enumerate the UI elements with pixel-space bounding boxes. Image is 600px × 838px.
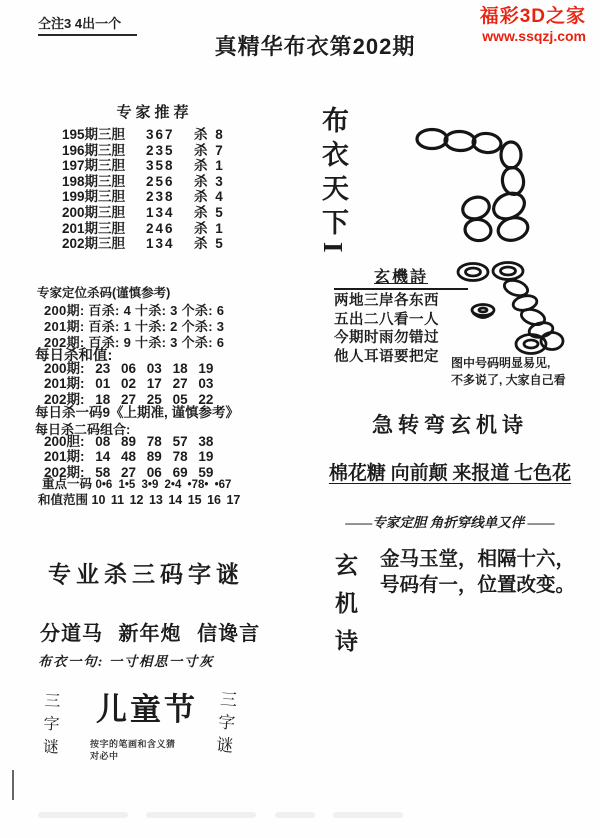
daily-kill-two-title: 每日杀二码组合: (35, 422, 131, 437)
oval-zigzag-doodle-icon (453, 259, 565, 355)
dan-cell: 246 (146, 220, 175, 236)
period-cell: 198期三胆 (62, 173, 126, 189)
scan-edge-mark (12, 770, 14, 800)
daily-kill-two-rows (44, 434, 213, 480)
list-item: 200胆: 08 89 78 57 38 (44, 434, 214, 449)
key-one-label: 重点一码 (42, 477, 93, 491)
period-cell: 196期三胆 (62, 142, 126, 158)
three-char-riddle-answer: 儿童节 (96, 692, 198, 727)
poem-line: 五出二八看一人 (334, 311, 439, 328)
kill-cell: 杀 1 (194, 158, 223, 174)
kill-cell: 杀 3 (194, 173, 223, 189)
kill-three-riddle-title: 专业杀三码字谜 (48, 562, 244, 587)
position-kill-title: 专家定位杀码(谨慎参考) (37, 286, 171, 300)
poem-line: 今期时雨勿错过 (334, 330, 439, 346)
sharp-turn-riddle: 棉花糖 向前颠 来报道 七色花 (328, 463, 572, 484)
xuanjishi-lines (380, 547, 575, 599)
poem-line: 他人耳语要把定 (334, 348, 439, 365)
corner-note: 仝注3 4出一个 (38, 13, 137, 36)
doodle-note (451, 355, 566, 388)
note-line: 对必中 (90, 751, 119, 761)
table-row (62, 127, 247, 143)
period-cell: 199期三胆 (62, 189, 126, 205)
key-one-value: 0•6 1•5 3•9 2•4 •78• •67 (95, 479, 232, 491)
site-logo-name: 福彩3D之家 (479, 6, 586, 27)
oval-chain-doodle-image (412, 116, 544, 249)
dan-cell: 358 (146, 158, 175, 174)
table-row (62, 174, 247, 190)
table-row (62, 143, 247, 159)
list-item: 201期: 01 02 17 27 03 (44, 376, 214, 392)
sharp-turn-title: 急转弯玄机诗 (372, 413, 528, 437)
bleed-mark (333, 812, 403, 818)
three-char-riddle-note (90, 738, 176, 762)
three-char-riddle-right-label: 三字谜 (212, 689, 237, 760)
kill-three-riddle-words: 分道马 新年炮 信谗言 (40, 623, 261, 645)
kill-cell: 杀 5 (194, 204, 223, 220)
sharp-turn-note: ——专家定胆 角折穿线单又伴 —— (345, 515, 555, 530)
kill-cell: 杀 8 (194, 127, 223, 142)
table-row (62, 189, 247, 205)
kill-cell: 杀 7 (194, 142, 223, 158)
xuanji-poem-title: 玄機詩 (334, 264, 468, 290)
period-cell: 200期三胆 (62, 204, 126, 220)
three-char-riddle-box (28, 676, 278, 801)
dan-cell: 235 (146, 142, 175, 158)
expert-recommend-title: 专家推荐 (116, 104, 193, 121)
oval-chain-doodle-icon (412, 116, 544, 244)
table-row (62, 158, 247, 174)
period-cell: 202期三胆 (62, 236, 126, 252)
poem-line: 号码有一，位置改变。 (380, 575, 576, 596)
period-cell: 197期三胆 (62, 158, 126, 174)
expert-recommend-section (62, 101, 247, 252)
buyi-sentence: 布衣一句: 一寸相思一寸灰 (38, 654, 214, 669)
note-line: 按字的笔画和含义猜 (90, 739, 176, 749)
daily-kill-one-line: 每日杀一码9《上期准, 谨慎参考》 (35, 405, 240, 420)
list-item: 201期: 百杀: 1 十杀: 2 个杀: 3 (44, 319, 225, 334)
period-cell: 195期三胆 (62, 127, 126, 142)
kill-cell: 杀 5 (194, 236, 223, 252)
xuanji-poem-box (334, 264, 468, 366)
kill-cell: 杀 4 (194, 189, 223, 205)
page-title: 真精华布衣第202期 (214, 34, 416, 59)
bleed-mark (38, 812, 128, 818)
position-kill-section (37, 283, 224, 351)
sum-range-line (38, 490, 240, 508)
buyi-tianxia-vertical-title: 布衣天下I (318, 106, 348, 260)
sum-range-label: 和值范围 (38, 493, 89, 507)
doodle-note-line: 图中号码明显易见, (451, 356, 551, 370)
bleed-mark (146, 812, 256, 818)
list-item: 200期: 百杀: 4 十杀: 3 个杀: 6 (44, 303, 225, 318)
table-row (62, 236, 247, 252)
sum-range-value: 10 11 12 13 14 15 16 17 (91, 493, 241, 507)
dan-cell: 256 (146, 173, 175, 189)
table-row (62, 221, 247, 237)
scan-bleedthrough (38, 812, 438, 820)
doodle-note-line: 不多说了, 大家自己看 (451, 372, 566, 387)
daily-kill-sum-rows (44, 361, 213, 407)
xuanjishi-vertical-title: 玄机诗 (332, 553, 357, 667)
list-item: 202期: 58 27 06 69 59 (44, 464, 214, 480)
three-char-riddle-left-label: 三字谜 (39, 691, 60, 762)
kill-cell: 杀 1 (194, 220, 223, 236)
poem-line: 两地三岸各东西 (334, 293, 439, 309)
dan-cell: 238 (146, 189, 175, 205)
poem-line: 金马玉堂，相隔十六， (380, 549, 576, 570)
oval-zigzag-doodle-image (453, 259, 565, 360)
list-item: 201期: 14 48 89 78 19 (44, 449, 214, 465)
bleed-mark (275, 812, 315, 818)
table-row (62, 205, 247, 221)
dan-cell: 134 (146, 204, 175, 220)
dan-cell: 367 (146, 127, 175, 142)
period-cell: 201期三胆 (62, 220, 126, 236)
site-logo-url: www.ssqzj.com (482, 27, 586, 44)
daily-kill-sum-title: 每日杀和值: (35, 348, 113, 364)
list-item: 200期: 23 06 03 18 19 (44, 361, 214, 376)
list-item: 202期: 百杀: 9 十杀: 3 个杀: 6 (44, 335, 225, 350)
list-item: 202期: 18 27 25 05 22 (44, 391, 214, 407)
dan-cell: 134 (146, 236, 175, 252)
